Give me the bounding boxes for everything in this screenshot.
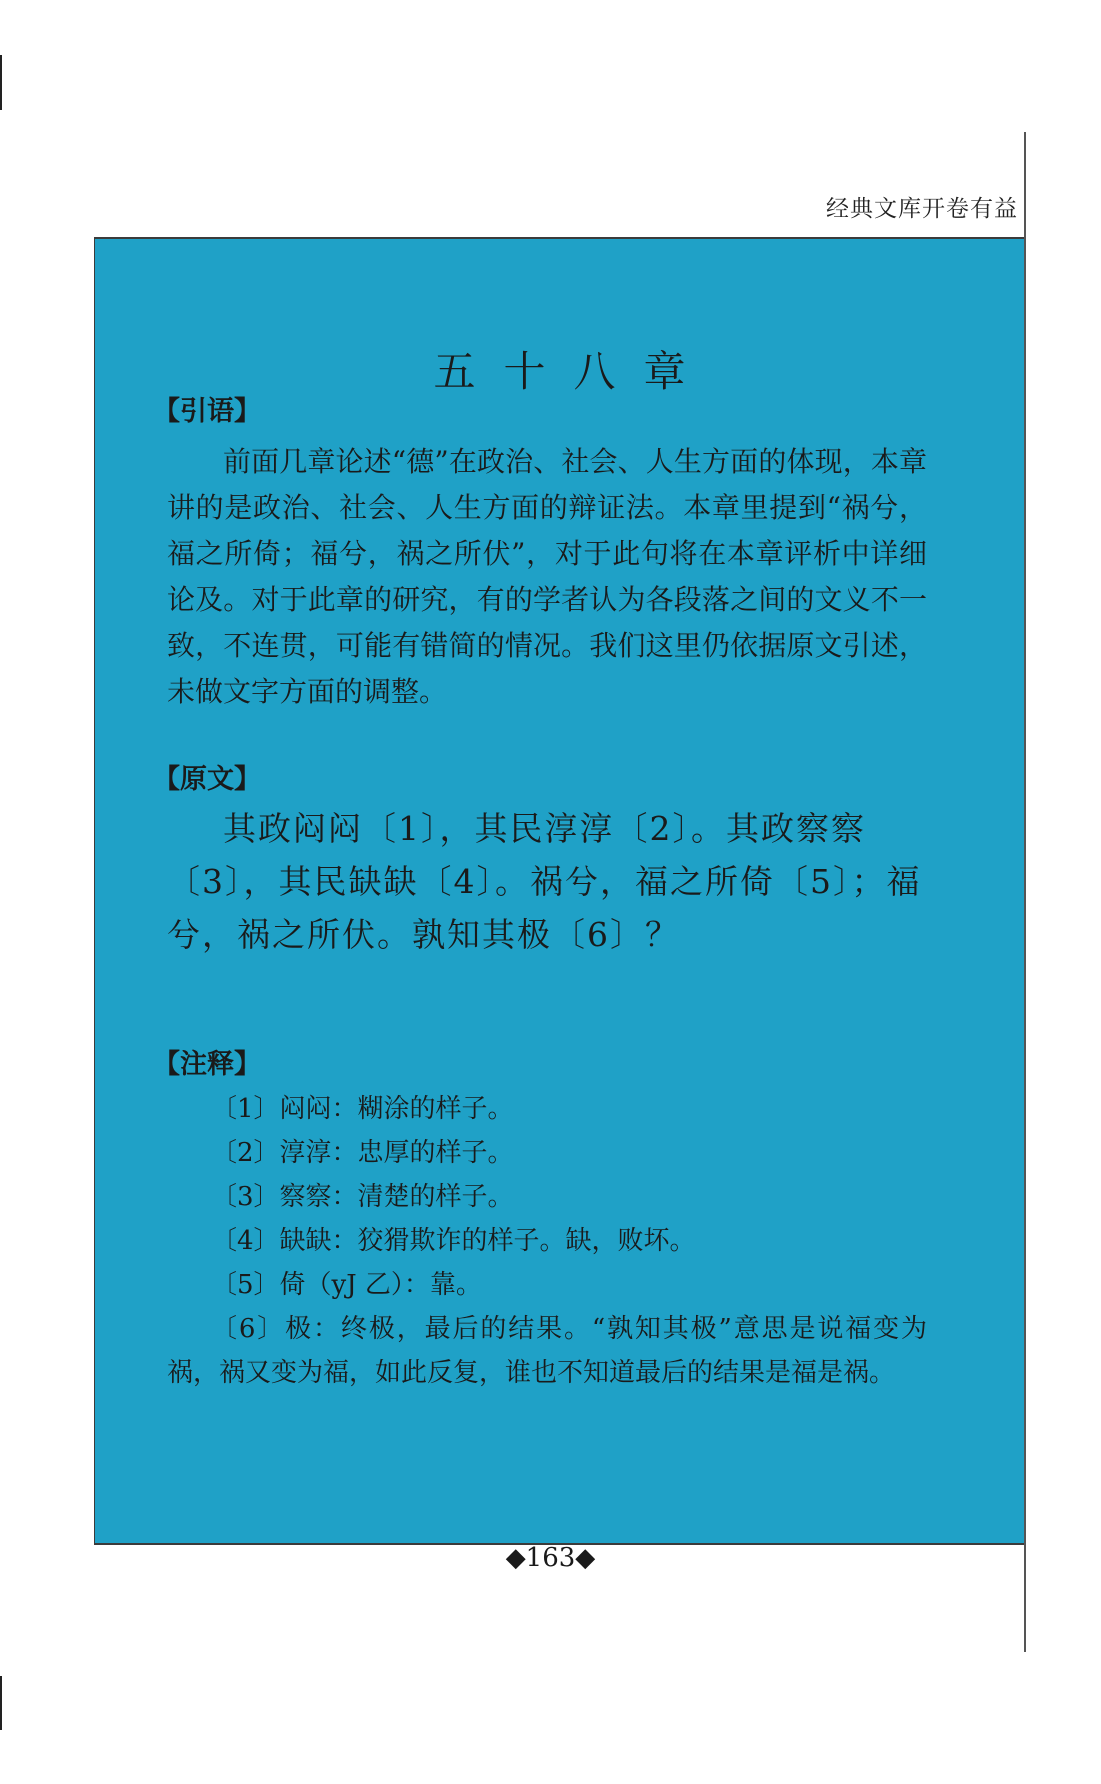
original-paragraph: 其政闷闷〔1〕，其民淳淳〔2〕。其政察察〔3〕，其民缺缺〔4〕。祸兮，福之所倚〔5〕；福兮，祸之所伏。孰知其极〔6〕？ [167, 809, 922, 954]
note-item: 〔2〕淳淳：忠厚的样子。 [211, 1138, 514, 1168]
crop-mark-top [0, 55, 2, 110]
running-header: 经典文库开卷有益 [826, 196, 1018, 222]
intro-paragraph: 前面几章论述“德”在政治、社会、人生方面的体现，本章讲的是政治、社会、人生方面的辩证法。本章里提到“祸兮，福之所倚；福兮，祸之所伏”，对于此句将在本章评析中详细论及。对于此章的研究，有的学者认为各段落之间的文义不一致，不连贯，可能有错简的情况。我们这里仍依据原文引述，未做文字方面的调整。 [167, 445, 927, 708]
page-number: ◆163◆ [505, 1543, 596, 1573]
intro-heading: 【引语】 [153, 396, 261, 427]
notes-heading: 【注释】 [153, 1049, 261, 1080]
crop-mark-bottom [0, 1676, 2, 1730]
note-item: 〔3〕察察：清楚的样子。 [211, 1182, 514, 1212]
note-item: 〔4〕缺缺：狡猾欺诈的样子。缺，败坏。 [211, 1226, 696, 1256]
notes-list [167, 1087, 927, 1395]
original-heading: 【原文】 [153, 764, 261, 795]
note-item: 〔1〕闷闷：糊涂的样子。 [211, 1094, 514, 1124]
right-margin-rule [1024, 132, 1026, 1652]
note-item: 〔5〕倚（yJ 乙）：靠。 [211, 1270, 482, 1300]
chapter-title: 五十八章 [433, 347, 714, 396]
content-panel [94, 237, 1024, 1545]
note-item: 〔6〕极：终极，最后的结果。“孰知其极”意思是说福变为祸，祸又变为福，如此反复，谁也不知道最后的结果是福是祸。 [167, 1314, 927, 1388]
